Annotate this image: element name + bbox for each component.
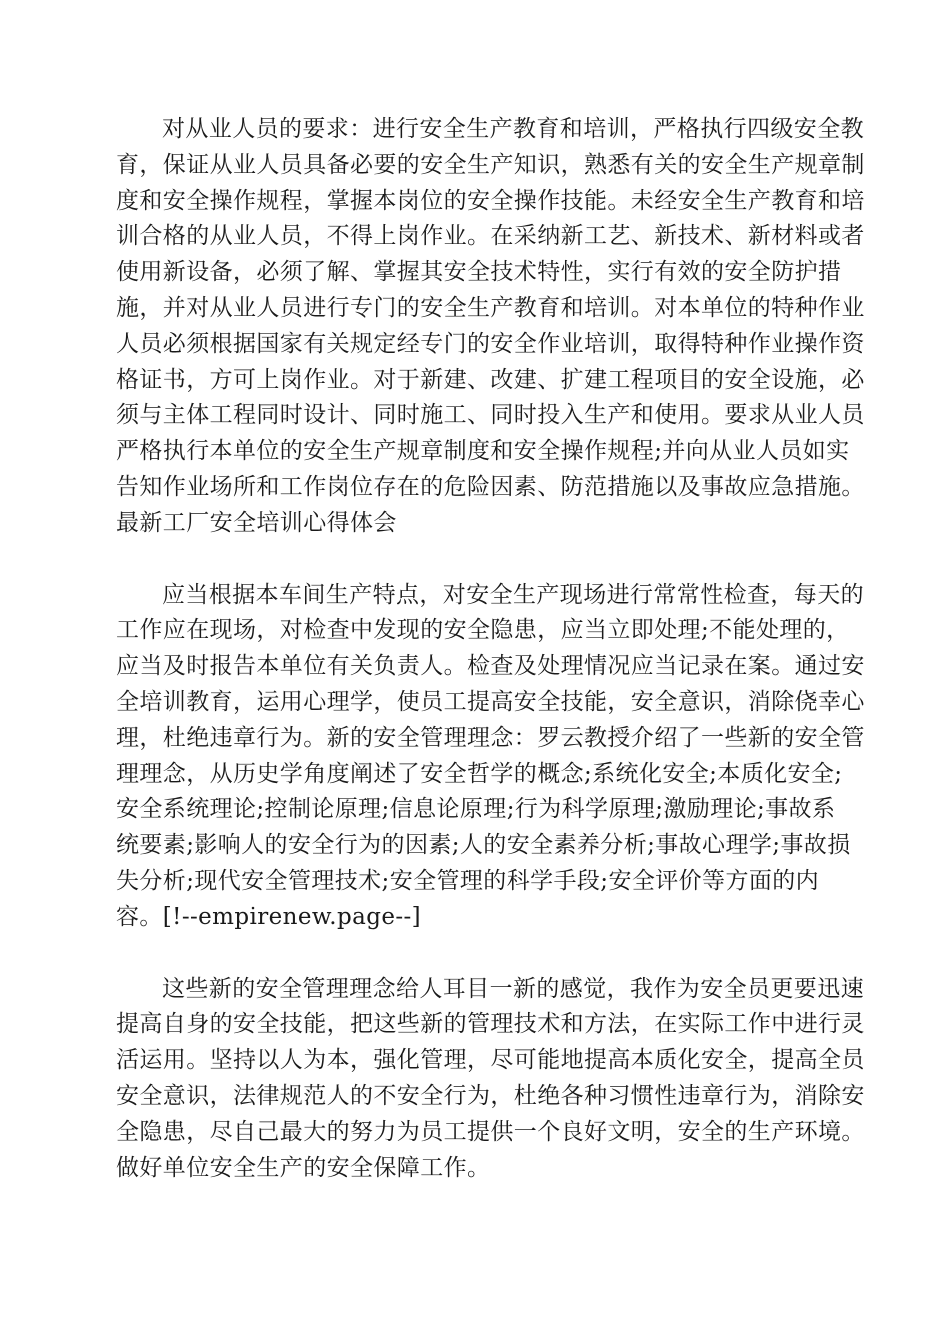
text-line: 做好单位安全生产的安全保障工作。	[116, 1154, 491, 1181]
text-line: 活运用。坚持以人为本，强化管理，尽可能地提高本质化安全，提高全员	[116, 1047, 865, 1074]
paragraph-2	[116, 578, 865, 936]
paragraph-1	[116, 112, 865, 542]
text-line: 须与主体工程同时设计、同时施工、同时投入生产和使用。要求从业人员	[116, 402, 865, 429]
text-line: 施，并对从业人员进行专门的安全生产教育和培训。对本单位的特种作业	[116, 294, 865, 321]
text-line: 容。[!--empirenew.page--]	[116, 903, 422, 930]
text-line: 应当根据本车间生产特点，对安全生产现场进行常常性检查，每天的	[162, 581, 864, 608]
text-line: 理，杜绝违章行为。新的安全管理理念：罗云教授介绍了一些新的安全管	[116, 724, 865, 751]
section-heading: 最新工厂安全培训心得体会	[116, 509, 397, 536]
text-line: 理理念，从历史学角度阐述了安全哲学的概念;系统化安全;本质化安全;	[116, 760, 843, 787]
text-line: 度和安全操作规程，掌握本岗位的安全操作技能。未经安全生产教育和培	[116, 187, 865, 214]
text-line: 全隐患，尽自己最大的努力为员工提供一个良好文明，安全的生产环境。	[116, 1118, 865, 1145]
text-line: 应当及时报告本单位有关负责人。检查及处理情况应当记录在案。通过安	[116, 653, 865, 680]
text-line: 告知作业场所和工作岗位存在的危险因素、防范措施以及事故应急措施。	[116, 473, 865, 500]
text-line: 训合格的从业人员，不得上岗作业。在采纳新工艺、新技术、新材料或者	[116, 223, 865, 250]
document-body	[116, 112, 865, 1186]
paragraph-gap	[116, 542, 836, 578]
text-line: 严格执行本单位的安全生产规章制度和安全操作规程;并向从业人员如实	[116, 438, 850, 465]
text-line: 这些新的安全管理理念给人耳目一新的感觉，我作为安全员更要迅速	[162, 975, 864, 1002]
text-line: 失分析;现代安全管理技术;安全管理的科学手段;安全评价等方面的内	[116, 867, 820, 894]
text-line: 工作应在现场，对检查中发现的安全隐患，应当立即处理;不能处理的，	[116, 617, 850, 644]
text-line: 对从业人员的要求：进行安全生产教育和培训，严格执行四级安全教	[162, 116, 864, 142]
text-line: 使用新设备，必须了解、掌握其安全技术特性，实行有效的安全防护措	[116, 259, 842, 286]
text-line: 格证书，方可上岗作业。对于新建、改建、扩建工程项目的安全设施，必	[116, 366, 865, 393]
paragraph-3	[116, 972, 865, 1187]
text-line: 安全意识，法律规范人的不安全行为，杜绝各种习惯性违章行为，消除安	[116, 1082, 865, 1109]
text-line: 安全系统理论;控制论原理;信息论原理;行为科学原理;激励理论;事故系	[116, 796, 836, 823]
paragraph-gap	[116, 936, 836, 972]
text-line: 全培训教育，运用心理学，使员工提高安全技能，安全意识，消除侥幸心	[116, 688, 865, 715]
text-line: 育，保证从业人员具备必要的安全生产知识，熟悉有关的安全生产规章制	[116, 151, 865, 178]
text-line: 统要素;影响人的安全行为的因素;人的安全素养分析;事故心理学;事故损	[116, 832, 851, 859]
text-line: 人员必须根据国家有关规定经专门的安全作业培训，取得特种作业操作资	[116, 330, 865, 357]
text-line: 提高自身的安全技能，把这些新的管理技术和方法，在实际工作中进行灵	[116, 1011, 865, 1038]
